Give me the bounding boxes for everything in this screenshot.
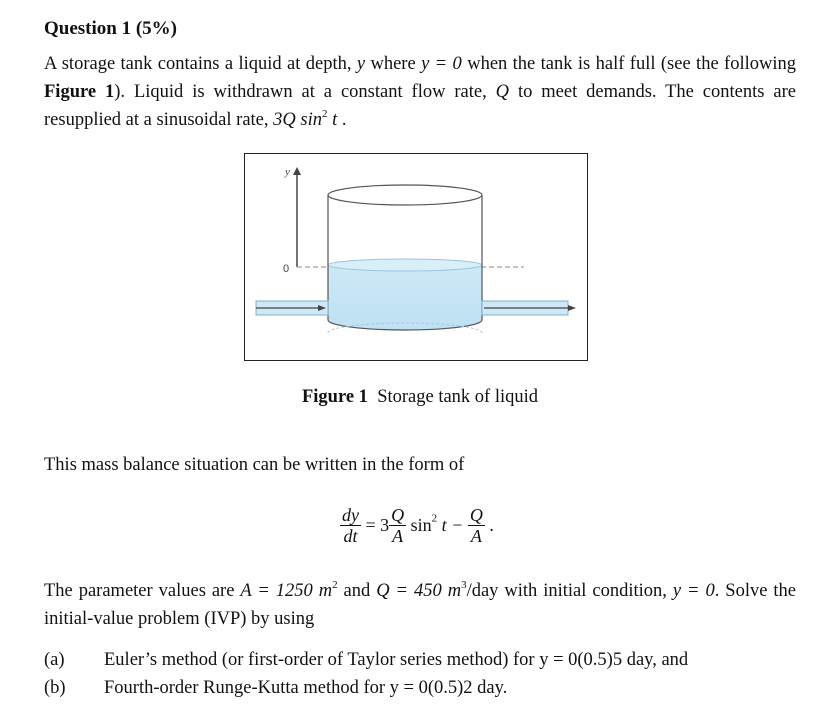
- mass-balance-equation: $\frac{dy}{dt}$ = 3 $\frac{Q}{A}$ $\sin^2 t$ − $\frac{Q}{A}$ .: [342, 505, 494, 546]
- figure-caption: Figure 1 Storage tank of liquid: [301, 387, 539, 407]
- part-b-text: Fourth-order Runge-Kutta method for y = 0(0.5)2 day.: [104, 678, 508, 698]
- liquid-body: [328, 265, 482, 330]
- y-axis-arrow-icon: [293, 167, 301, 175]
- balance-text: This mass balance situation can be written in the form of: [44, 455, 465, 475]
- part-a: [44, 650, 804, 676]
- axis-y-label: y: [285, 166, 290, 178]
- part-a-text: Euler’s method (or first-order of Taylor series method) for y = 0(0.5)5 day, and: [104, 650, 689, 670]
- tank-diagram: [244, 153, 588, 361]
- axis-zero-label: 0: [283, 263, 290, 275]
- part-b-label: (b): [44, 678, 66, 698]
- liquid-surface: [328, 259, 482, 271]
- part-b: [44, 678, 804, 704]
- tank-top-rim: [328, 185, 482, 205]
- problem-statement: A storage tank contains a liquid at depth, y where y = 0 when the tank is half full (see the following Figure 1). Liquid is withdrawn at a constant flow rate, Q to meet demands. The contents are resupplied at a sinusoidal rate, 3Q $\sin^2 t$ .: [44, 54, 796, 130]
- parameter-statement: The parameter values are A = 1250 $m^2$ and Q = 450 $m^3$/day with initial condition, y = 0. Solve the initial-value problem (IVP) by using: [44, 579, 797, 629]
- question-title: Question 1 (5%): [44, 18, 177, 39]
- part-a-label: (a): [44, 650, 65, 670]
- outlet-arrow-icon: [568, 305, 576, 311]
- figure-reference: Figure 1: [44, 82, 115, 102]
